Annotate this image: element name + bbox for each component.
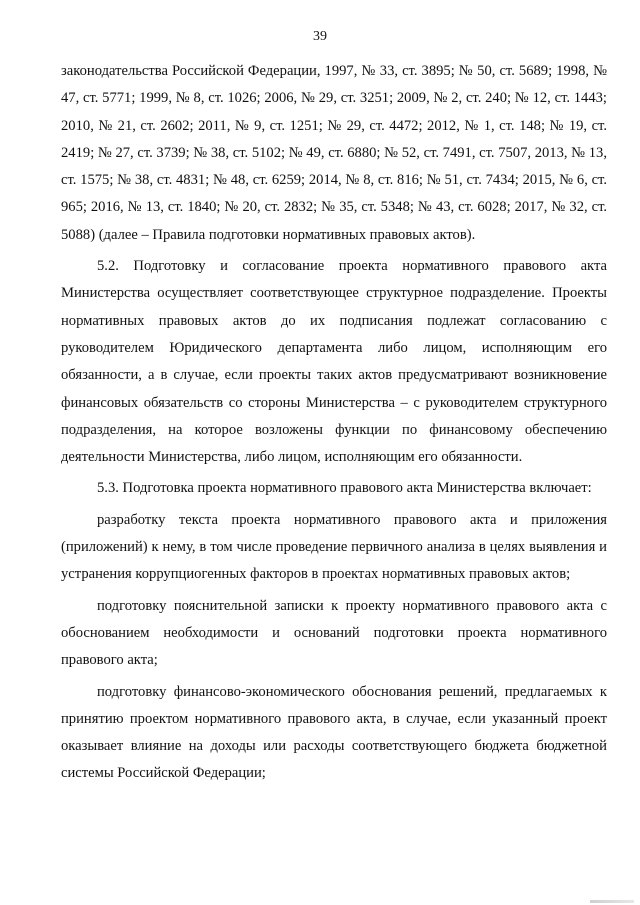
- page-number: 39: [313, 29, 327, 44]
- paragraph-5-2: 5.2. Подготовку и согласование проекта нормативного правового акта Министерства осуществляет соответствующее структурное подразделение. Проекты нормативных правовых актов до их подписания подлежат согласованию с руководителем Юридического департамента либо лицом, исполняющим его обязанности, а в случае, если проекты таких актов предусматривают возникновение финансовых обязательств со стороны Министерства – с руководителем структурного подразделения, на которое возложены функции по финансовому обеспечению деятельности Министерства, либо лицом, исполняющим его обязанности.: [61, 258, 607, 466]
- paragraph-5-3: 5.3. Подготовка проекта нормативного правового акта Министерства включает:: [97, 480, 592, 497]
- list-item-text-development: разработку текста проекта нормативного правового акта и приложения (приложений) к нему, в том числе проведение первичного анализа в целях выявления и устранения коррупциогенных факторов в проектах нормативных правовых актов;: [61, 511, 607, 583]
- list-item-financial-justification: подготовку финансово-экономического обоснования решений, предлагаемых к принятию проектом нормативного правового акта, в случае, если указанный проект оказывает влияние на доходы или расходы соответствующего бюджета бюджетной системы Российской Федерации;: [61, 683, 607, 782]
- scan-edge-mark: [590, 900, 634, 903]
- paragraph-legislation-references: законодательства Российской Федерации, 1997, № 33, ст. 3895; № 50, ст. 5689; 1998, № 47, ст. 5771; 1999, № 8, ст. 1026; 2006, № 29, ст. 3251; 2009, № 2, ст. 240; № 12, ст. 1443; 2010, № 21, ст. 2602; 2011, № 9, ст. 1251; № 29, ст. 4472; 2012, № 1, ст. 148; № 19, ст. 2419; № 27, ст. 3739; № 38, ст. 5102; № 49, ст. 6880; № 52, ст. 7491, ст. 7507, 2013, № 13, ст. 1575; № 38, ст. 4831; № 48, ст. 6259; 2014, № 8, ст. 816; № 51, ст. 7434; 2015, № 6, ст. 965; 2016, № 13, ст. 1840; № 20, ст. 2832; № 35, ст. 5348; № 43, ст. 6028; 2017, № 32, ст. 5088) (далее – Правила подготовки нормативных правовых актов).: [61, 63, 607, 243]
- document-body: [61, 58, 607, 788]
- list-item-explanatory-note: подготовку пояснительной записки к проекту нормативного правового акта с обоснованием необходимости и оснований подготовки проекта нормативного правового акта;: [61, 597, 607, 669]
